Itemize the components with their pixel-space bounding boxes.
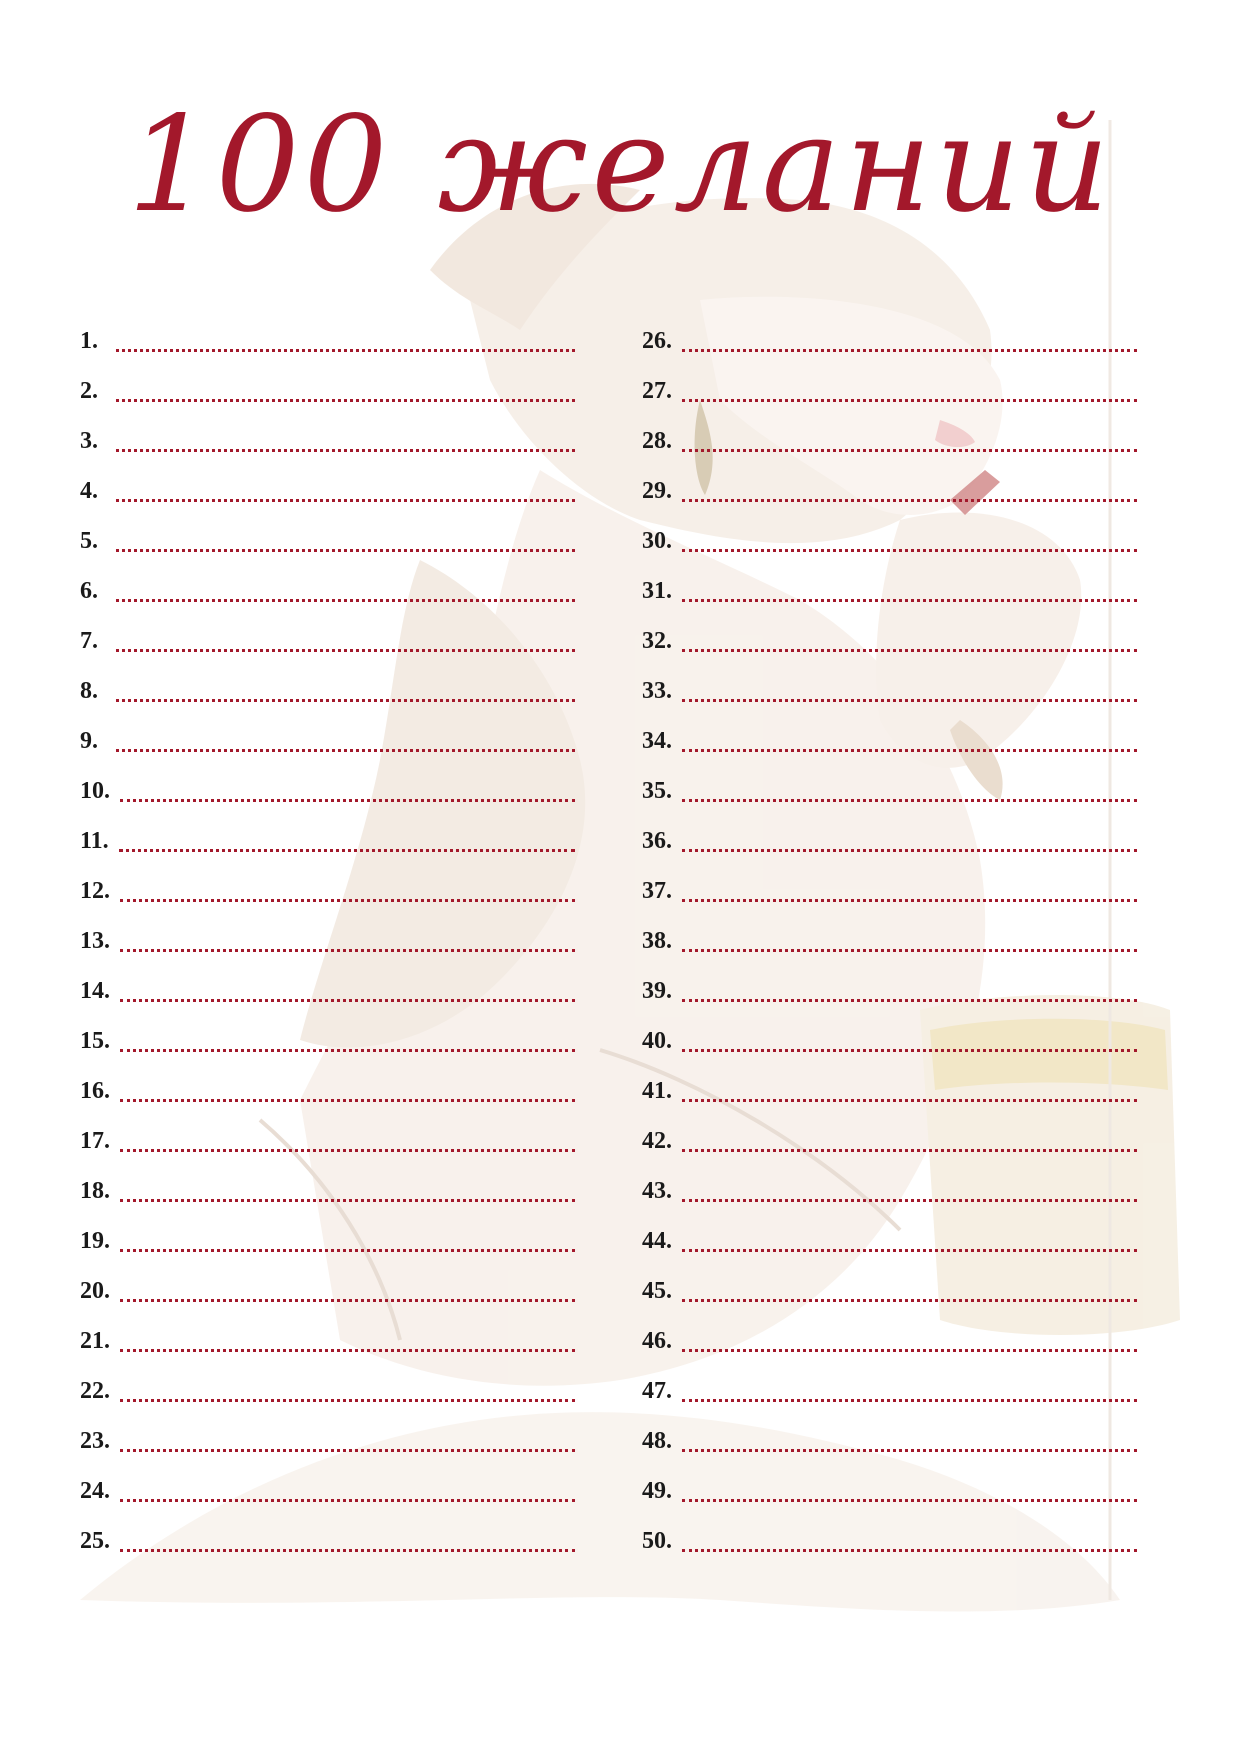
wish-number: 38. xyxy=(642,928,672,954)
dotted-leader-line[interactable] xyxy=(682,869,1137,902)
wish-number: 9. xyxy=(80,728,98,754)
wish-line[interactable] xyxy=(642,908,1137,958)
wish-number: 23. xyxy=(80,1428,110,1454)
dotted-leader-line[interactable] xyxy=(116,719,575,752)
wish-line[interactable] xyxy=(80,708,575,758)
wish-line[interactable] xyxy=(642,808,1137,858)
wish-number: 47. xyxy=(642,1378,672,1404)
wish-number: 43. xyxy=(642,1178,672,1204)
dotted-leader-line[interactable] xyxy=(119,819,575,852)
wish-line[interactable] xyxy=(80,858,575,908)
dotted-leader-line[interactable] xyxy=(120,969,575,1002)
wish-line[interactable] xyxy=(642,1308,1137,1358)
wish-number: 25. xyxy=(80,1528,110,1554)
wish-number: 39. xyxy=(642,978,672,1004)
wish-line[interactable] xyxy=(642,1058,1137,1108)
wish-number: 45. xyxy=(642,1278,672,1304)
wish-line[interactable] xyxy=(80,1258,575,1308)
dotted-leader-line[interactable] xyxy=(120,1419,575,1452)
dotted-leader-line[interactable] xyxy=(120,1219,575,1252)
wish-number: 42. xyxy=(642,1128,672,1154)
wish-line[interactable] xyxy=(80,1158,575,1208)
wish-line[interactable] xyxy=(80,958,575,1008)
wish-number: 27. xyxy=(642,378,672,404)
wish-line[interactable] xyxy=(80,808,575,858)
wish-list-right xyxy=(642,308,1137,1558)
dotted-leader-line[interactable] xyxy=(120,919,575,952)
wish-line[interactable] xyxy=(80,758,575,808)
wish-number: 36. xyxy=(642,828,672,854)
wish-number: 29. xyxy=(642,478,672,504)
wish-line[interactable] xyxy=(80,1508,575,1558)
dotted-leader-line[interactable] xyxy=(682,1269,1137,1302)
wish-number: 37. xyxy=(642,878,672,904)
wish-line[interactable] xyxy=(642,708,1137,758)
wish-line[interactable] xyxy=(80,508,575,558)
wish-line[interactable] xyxy=(642,758,1137,808)
wish-line[interactable] xyxy=(642,1258,1137,1308)
dotted-leader-line[interactable] xyxy=(120,869,575,902)
dotted-leader-line[interactable] xyxy=(116,619,575,652)
wish-number: 2. xyxy=(80,378,98,404)
dotted-leader-line[interactable] xyxy=(120,1319,575,1352)
wish-number: 34. xyxy=(642,728,672,754)
wish-number: 14. xyxy=(80,978,110,1004)
dotted-leader-line[interactable] xyxy=(120,1269,575,1302)
dotted-leader-line[interactable] xyxy=(682,1119,1137,1152)
dotted-leader-line[interactable] xyxy=(682,1419,1137,1452)
wish-line[interactable] xyxy=(642,608,1137,658)
dotted-leader-line[interactable] xyxy=(682,1469,1137,1502)
dotted-leader-line[interactable] xyxy=(116,319,575,352)
wish-line[interactable] xyxy=(80,458,575,508)
dotted-leader-line[interactable] xyxy=(682,719,1137,752)
wish-number: 7. xyxy=(80,628,98,654)
wish-number: 13. xyxy=(80,928,110,954)
wish-line[interactable] xyxy=(80,1308,575,1358)
wish-number: 44. xyxy=(642,1228,672,1254)
dotted-leader-line[interactable] xyxy=(682,1069,1137,1102)
wish-line[interactable] xyxy=(642,1108,1137,1158)
wish-line[interactable] xyxy=(80,908,575,958)
dotted-leader-line[interactable] xyxy=(120,1169,575,1202)
wish-number: 11. xyxy=(80,828,109,854)
wish-line[interactable] xyxy=(80,1208,575,1258)
wish-number: 15. xyxy=(80,1028,110,1054)
wish-number: 4. xyxy=(80,478,98,504)
wish-number: 49. xyxy=(642,1478,672,1504)
dotted-leader-line[interactable] xyxy=(120,1119,575,1152)
page-title: 100 желаний xyxy=(127,88,1114,242)
wish-line[interactable] xyxy=(642,358,1137,408)
dotted-leader-line[interactable] xyxy=(682,669,1137,702)
dotted-leader-line[interactable] xyxy=(682,819,1137,852)
wish-line[interactable] xyxy=(80,1108,575,1158)
wish-line[interactable] xyxy=(80,1008,575,1058)
dotted-leader-line[interactable] xyxy=(682,369,1137,402)
wish-number: 10. xyxy=(80,778,110,804)
wish-line[interactable] xyxy=(80,1058,575,1108)
wish-line[interactable] xyxy=(642,508,1137,558)
wish-number: 46. xyxy=(642,1328,672,1354)
wish-line[interactable] xyxy=(642,458,1137,508)
wish-line[interactable] xyxy=(80,308,575,358)
dotted-leader-line[interactable] xyxy=(682,1019,1137,1052)
dotted-leader-line[interactable] xyxy=(682,519,1137,552)
wish-number: 16. xyxy=(80,1078,110,1104)
wish-number: 31. xyxy=(642,578,672,604)
dotted-leader-line[interactable] xyxy=(116,469,575,502)
wish-number: 3. xyxy=(80,428,98,454)
dotted-leader-line[interactable] xyxy=(120,1369,575,1402)
wish-line[interactable] xyxy=(642,858,1137,908)
dotted-leader-line[interactable] xyxy=(120,1469,575,1502)
dotted-leader-line[interactable] xyxy=(682,469,1137,502)
wish-line[interactable] xyxy=(80,408,575,458)
wish-number: 26. xyxy=(642,328,672,354)
dotted-leader-line[interactable] xyxy=(116,519,575,552)
wish-line[interactable] xyxy=(642,408,1137,458)
wish-number: 33. xyxy=(642,678,672,704)
dotted-leader-line[interactable] xyxy=(116,419,575,452)
dotted-leader-line[interactable] xyxy=(682,1169,1137,1202)
dotted-leader-line[interactable] xyxy=(116,569,575,602)
dotted-leader-line[interactable] xyxy=(120,769,575,802)
wish-line[interactable] xyxy=(80,1458,575,1508)
wish-line[interactable] xyxy=(80,558,575,608)
wish-number: 41. xyxy=(642,1078,672,1104)
dotted-leader-line[interactable] xyxy=(682,619,1137,652)
dotted-leader-line[interactable] xyxy=(682,319,1137,352)
dotted-leader-line[interactable] xyxy=(682,919,1137,952)
wish-number: 30. xyxy=(642,528,672,554)
wish-number: 20. xyxy=(80,1278,110,1304)
wish-line[interactable] xyxy=(642,308,1137,358)
wish-number: 21. xyxy=(80,1328,110,1354)
wish-line[interactable] xyxy=(642,1508,1137,1558)
wish-number: 17. xyxy=(80,1128,110,1154)
wish-number: 19. xyxy=(80,1228,110,1254)
wish-line[interactable] xyxy=(642,558,1137,608)
dotted-leader-line[interactable] xyxy=(682,1219,1137,1252)
wish-line[interactable] xyxy=(642,1458,1137,1508)
dotted-leader-line[interactable] xyxy=(120,1019,575,1052)
wish-list-left xyxy=(80,308,575,1558)
wish-number: 50. xyxy=(642,1528,672,1554)
dotted-leader-line[interactable] xyxy=(682,569,1137,602)
wish-line[interactable] xyxy=(80,658,575,708)
wish-number: 35. xyxy=(642,778,672,804)
wish-line[interactable] xyxy=(80,608,575,658)
wish-number: 24. xyxy=(80,1478,110,1504)
dotted-leader-line[interactable] xyxy=(682,1319,1137,1352)
wish-number: 32. xyxy=(642,628,672,654)
dotted-leader-line[interactable] xyxy=(120,1069,575,1102)
dotted-leader-line[interactable] xyxy=(116,669,575,702)
wish-line[interactable] xyxy=(642,1008,1137,1058)
wish-line[interactable] xyxy=(642,1208,1137,1258)
dotted-leader-line[interactable] xyxy=(682,969,1137,1002)
dotted-leader-line[interactable] xyxy=(682,419,1137,452)
dotted-leader-line[interactable] xyxy=(682,1519,1137,1552)
wish-number: 40. xyxy=(642,1028,672,1054)
dotted-leader-line[interactable] xyxy=(120,1519,575,1552)
wish-number: 18. xyxy=(80,1178,110,1204)
dotted-leader-line[interactable] xyxy=(116,369,575,402)
wish-line[interactable] xyxy=(80,358,575,408)
wish-line[interactable] xyxy=(642,658,1137,708)
wish-line[interactable] xyxy=(80,1358,575,1408)
wish-line[interactable] xyxy=(642,1358,1137,1408)
wish-number: 22. xyxy=(80,1378,110,1404)
wish-number: 12. xyxy=(80,878,110,904)
dotted-leader-line[interactable] xyxy=(682,769,1137,802)
dotted-leader-line[interactable] xyxy=(682,1369,1137,1402)
wish-number: 1. xyxy=(80,328,98,354)
wish-number: 6. xyxy=(80,578,98,604)
wish-line[interactable] xyxy=(80,1408,575,1458)
wish-number: 48. xyxy=(642,1428,672,1454)
wish-number: 5. xyxy=(80,528,98,554)
wish-line[interactable] xyxy=(642,1408,1137,1458)
wish-number: 8. xyxy=(80,678,98,704)
wish-line[interactable] xyxy=(642,1158,1137,1208)
wish-line[interactable] xyxy=(642,958,1137,1008)
wish-number: 28. xyxy=(642,428,672,454)
